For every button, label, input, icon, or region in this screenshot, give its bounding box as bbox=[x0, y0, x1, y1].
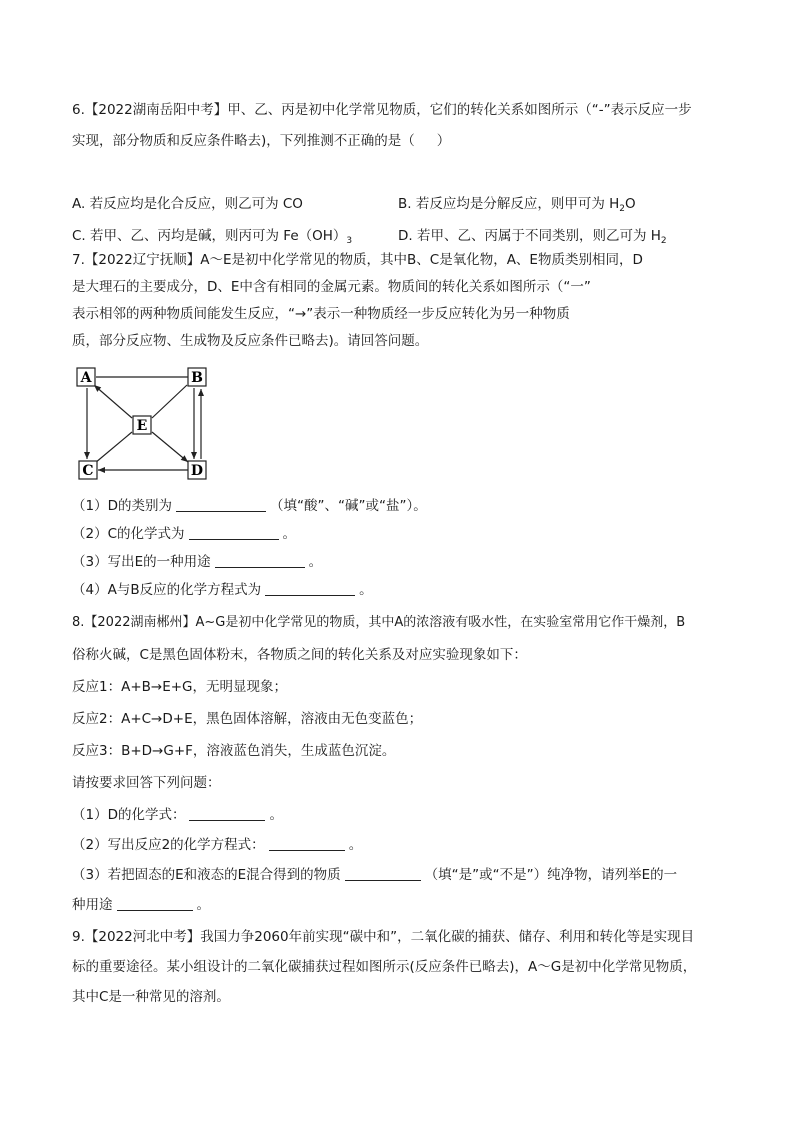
answer-blank[interactable] bbox=[189, 525, 279, 540]
node-d: D bbox=[190, 463, 204, 479]
q7-sub1-text: （1）D的类别为 bbox=[72, 498, 172, 514]
q8-sub3-line2-tail: 。 bbox=[196, 897, 210, 913]
q6-option-c-text: C. 若甲、乙、丙均是碱，则丙可为 Fe（OH） bbox=[72, 228, 347, 244]
q9-stem-line2: 标的重要途径。某小组设计的二氧化碳捕获过程如图所示(反应条件已略去)，A～G是初中化学常见物质， bbox=[72, 959, 697, 975]
q8-stem-line2: 俗称火碱，C是黑色固体粉末，各物质之间的转化关系及对应实验现象如下： bbox=[72, 647, 527, 663]
answer-blank[interactable] bbox=[215, 553, 305, 568]
q8-reaction-2: 反应2：A+C→D+E，黑色固体溶解，溶液由无色变蓝色； bbox=[72, 711, 423, 727]
q7-sub3 bbox=[72, 553, 322, 571]
answer-blank[interactable] bbox=[176, 497, 266, 512]
q8-sub1 bbox=[72, 806, 283, 824]
q7-sub2-tail: 。 bbox=[282, 526, 297, 542]
q7-sub4-text: （4）A与B反应的化学方程式为 bbox=[72, 582, 262, 598]
q8-sub3-text: （3）若把固态的E和液态的E混合得到的物质 bbox=[72, 867, 341, 883]
node-e: E bbox=[136, 418, 148, 434]
q7-sub3-tail: 。 bbox=[308, 554, 323, 570]
q8-ask: 请按要求回答下列问题： bbox=[72, 775, 221, 791]
q6-option-d bbox=[398, 227, 667, 250]
edge-e-b bbox=[152, 385, 187, 418]
q6-option-b bbox=[398, 195, 636, 218]
q7-sub3-text: （3）写出E的一种用途 bbox=[72, 554, 211, 570]
q8-stem-line1: 8.【2022湖南郴州】A~G是初中化学常见的物质，其中A的浓溶液有吸水性，在实验室常用它作干燥剂，B bbox=[72, 615, 686, 630]
q8-sub3-line2-text: 种用途 bbox=[72, 897, 113, 913]
q7-sub4 bbox=[72, 581, 373, 599]
q7-relation-diagram bbox=[70, 364, 220, 484]
q6-option-c bbox=[72, 227, 352, 250]
edge-e-c bbox=[95, 432, 132, 463]
q7-stem-line1: 7.【2022辽宁抚顺】A～E是初中化学常见的物质，其中B、C是氧化物，A、E物质类别相同，D bbox=[72, 252, 643, 268]
q6-option-c-sub: 3 bbox=[346, 236, 353, 246]
q7-sub2-text: （2）C的化学式为 bbox=[72, 526, 185, 542]
q7-sub1-tail: （填“酸”、“碱”或“盐”）。 bbox=[269, 498, 427, 514]
answer-blank[interactable] bbox=[265, 581, 355, 596]
q6-option-b-sub: 2 bbox=[619, 204, 626, 214]
q6-stem-line2-text: 实现，部分物质和反应条件略去)，下列推测不正确的是（ bbox=[72, 133, 415, 149]
node-c: C bbox=[82, 463, 94, 479]
node-b: B bbox=[191, 370, 203, 386]
q6-option-b-text: B. 若反应均是分解反应，则甲可为 H bbox=[398, 196, 620, 212]
q8-reaction-1: 反应1：A+B→E+G，无明显现象； bbox=[72, 679, 288, 695]
q8-sub2-text: （2）写出反应2的化学方程式： bbox=[72, 837, 265, 853]
answer-blank[interactable] bbox=[269, 836, 345, 851]
q8-sub2 bbox=[72, 836, 362, 854]
q8-sub1-text: （1）D的化学式： bbox=[72, 807, 186, 823]
q8-sub3-tail: （填“是”或“不是”）纯净物，请列举E的一 bbox=[424, 867, 678, 883]
q6-option-d-text: D. 若甲、乙、丙属于不同类别，则乙可为 H bbox=[398, 228, 661, 244]
q6-paren-close: ） bbox=[436, 133, 451, 149]
answer-blank[interactable] bbox=[117, 896, 193, 911]
answer-blank[interactable] bbox=[189, 806, 265, 821]
q8-sub3 bbox=[72, 866, 677, 884]
q6-option-d-sub: 2 bbox=[660, 236, 667, 246]
q9-stem-line1: 9.【2022河北中考】我国力争2060年前实现“碳中和”，二氧化碳的捕获、储存、利用和转化等是实现目 bbox=[72, 929, 695, 945]
q6-option-a: A. 若反应均是化合反应，则乙可为 CO bbox=[72, 196, 303, 212]
q7-stem-line3: 表示相邻的两种物质间能发生反应，“→”表示一种物质经一步反应转化为另一种物质 bbox=[72, 306, 570, 322]
q8-sub2-tail: 。 bbox=[348, 837, 363, 853]
q6-stem-line2 bbox=[72, 132, 450, 150]
q8-sub3-line2 bbox=[72, 896, 210, 914]
q8-sub1-tail: 。 bbox=[269, 807, 283, 823]
q7-stem-line4: 质，部分反应物、生成物及反应条件已略去)。请回答问题。 bbox=[72, 333, 429, 349]
arrow-e-to-d bbox=[152, 432, 188, 462]
q7-stem-line2: 是大理石的主要成分，D、E中含有相同的金属元素。物质间的转化关系如图所示（“一” bbox=[72, 279, 591, 295]
q6-stem-line1: 6.【2022湖南岳阳中考】甲、乙、丙是初中化学常见物质，它们的转化关系如图所示（“-”表示反应一步 bbox=[72, 102, 692, 118]
q8-reaction-3: 反应3：B+D→G+F，溶液蓝色消失，生成蓝色沉淀。 bbox=[72, 743, 396, 759]
answer-blank[interactable] bbox=[345, 866, 421, 881]
q6-option-b-tail: O bbox=[625, 196, 636, 212]
q7-sub4-tail: 。 bbox=[359, 582, 373, 598]
q9-stem-line3: 其中C是一种常见的溶剂。 bbox=[72, 989, 230, 1005]
q7-sub1 bbox=[72, 497, 427, 515]
q7-sub2 bbox=[72, 525, 296, 543]
arrow-e-to-a bbox=[94, 385, 132, 418]
node-a: A bbox=[80, 370, 92, 386]
